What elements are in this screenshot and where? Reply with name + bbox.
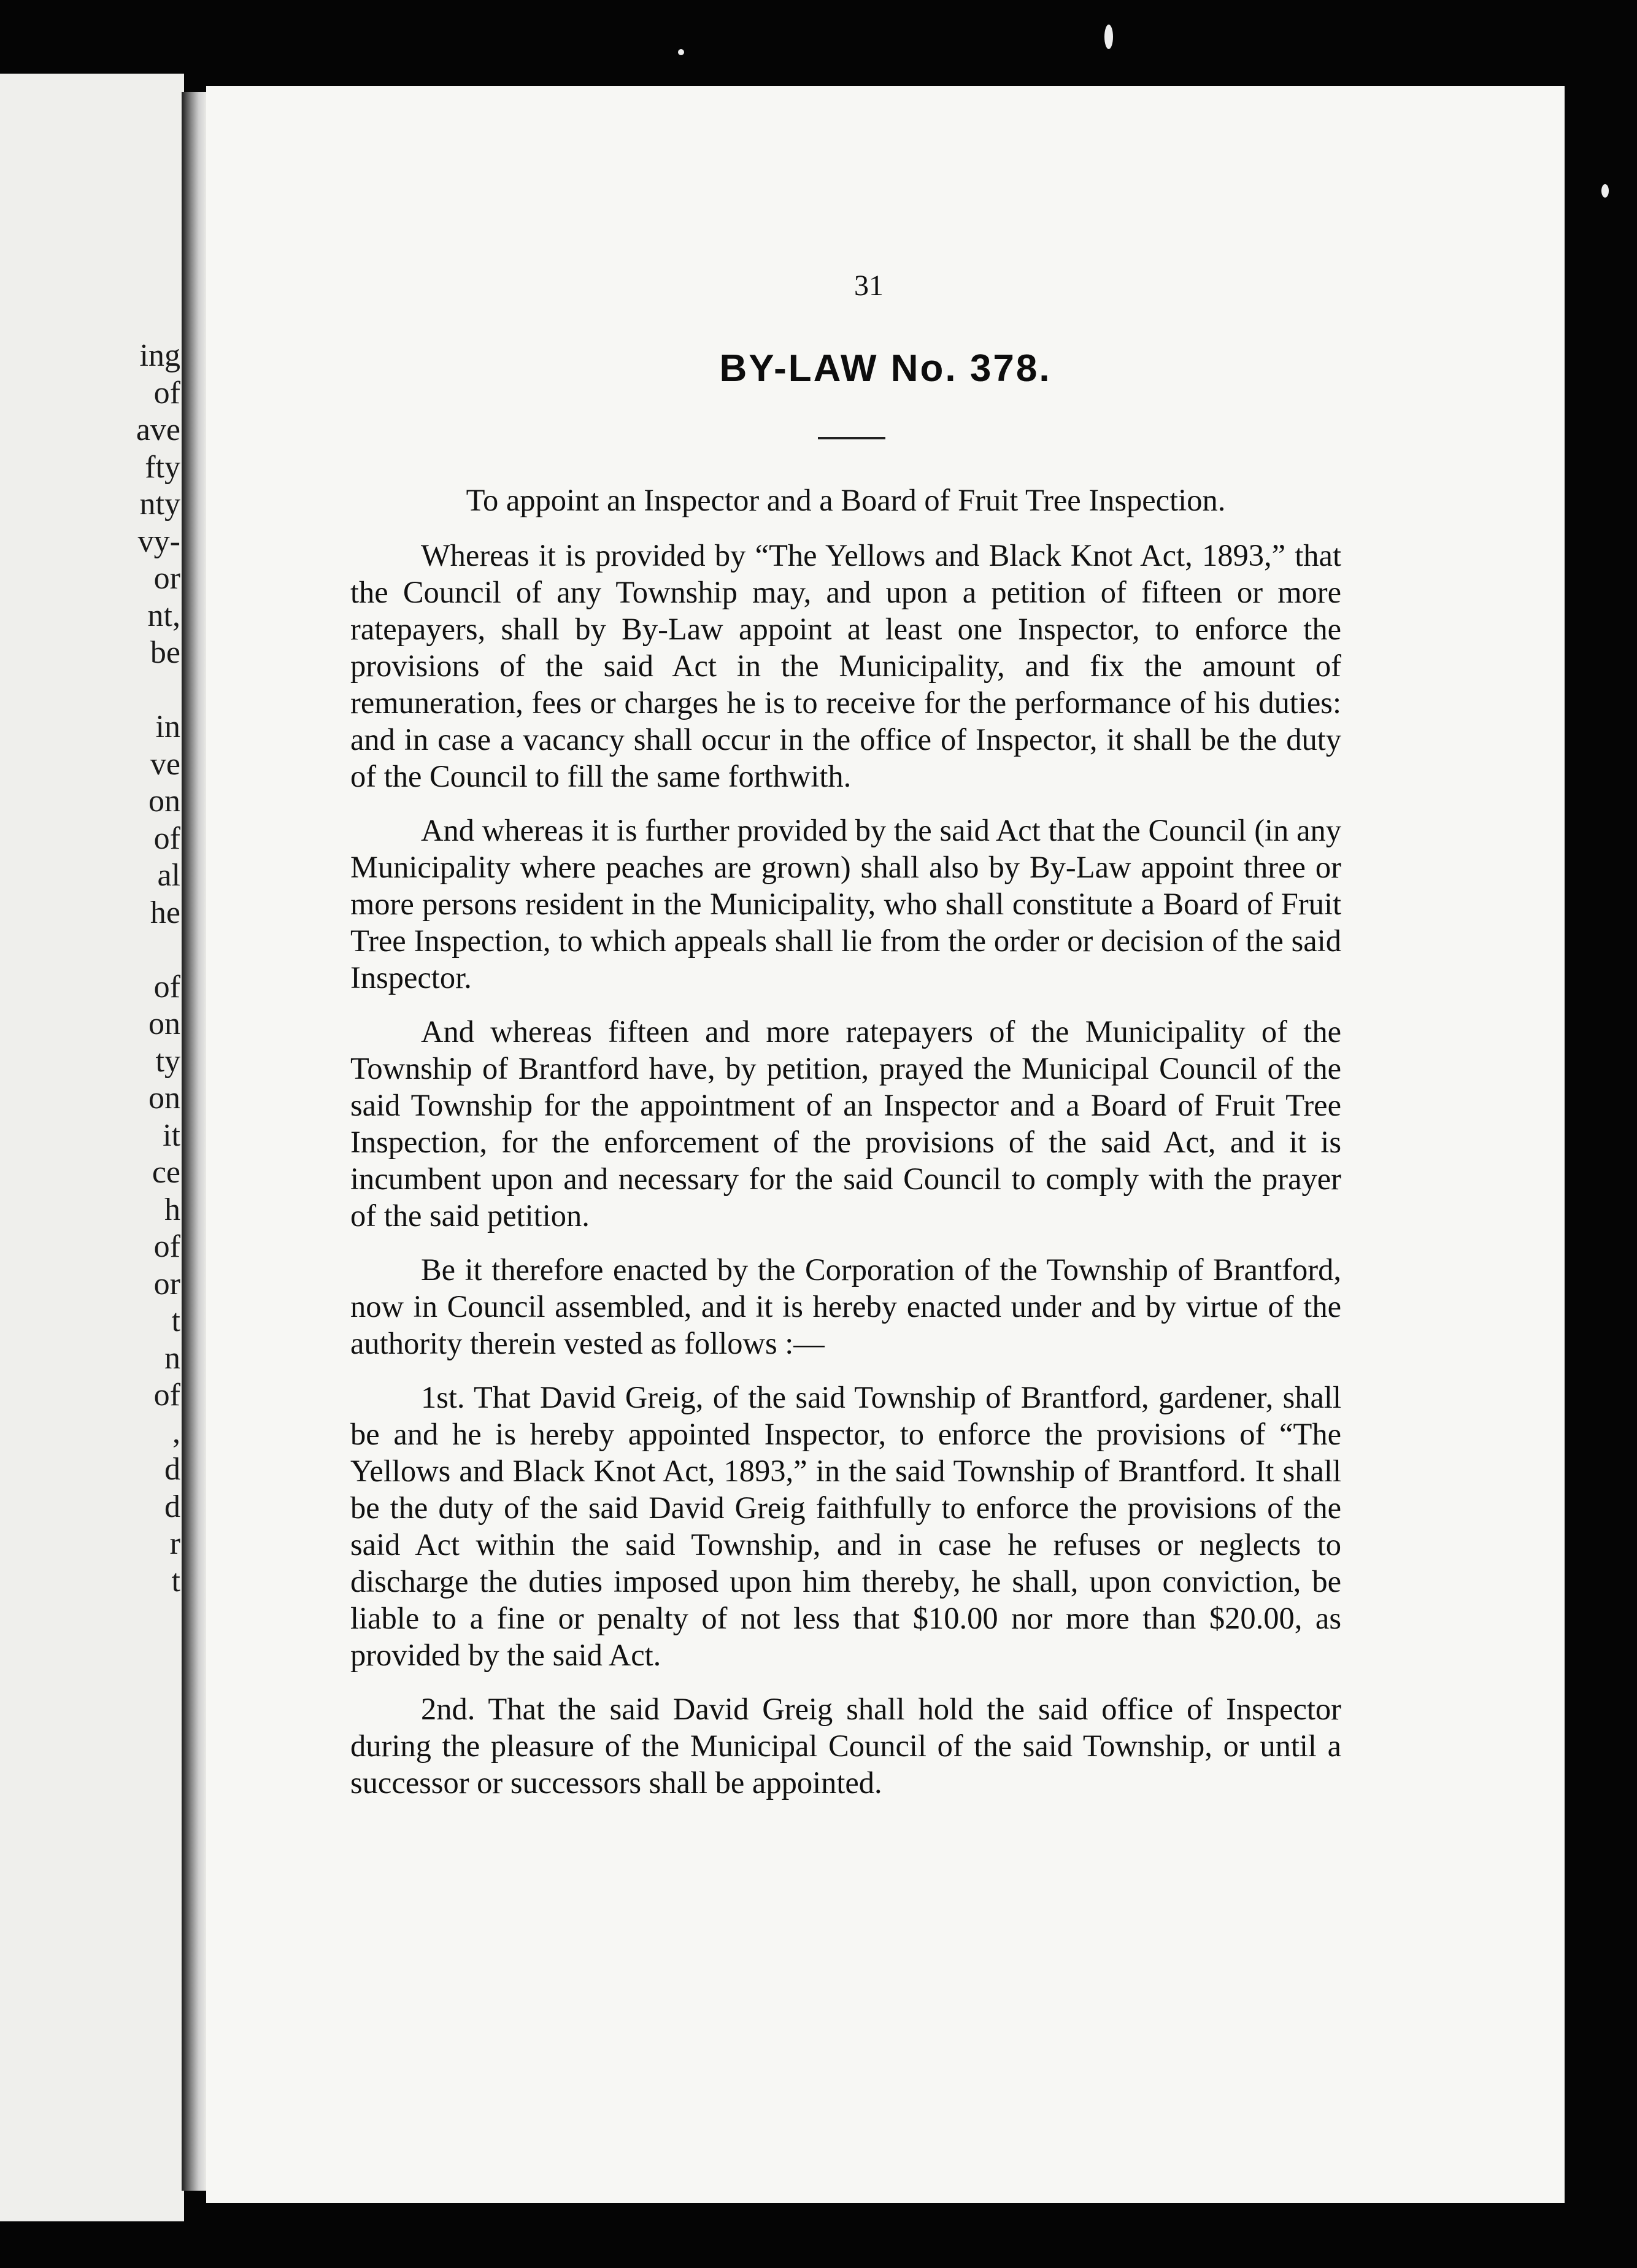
scan-speck xyxy=(1104,25,1113,49)
page-number: 31 xyxy=(854,269,884,302)
body-text xyxy=(350,482,1341,1818)
paragraph-whereas-3: And whereas fifteen and more ratepayers of the Municipality of the Township of Brantford have, by petition, prayed the Municipal Council of the said Township for the appointment of an Inspector and a Board of Fruit Tree Inspection, for the enforcement of the provisions of the said Act, and it is incumbent upon and necessary for the said Council to comply with the prayer of the said petition. xyxy=(350,1014,1341,1233)
title-divider xyxy=(818,437,885,439)
book-gutter xyxy=(182,92,206,2191)
paragraph-whereas-1: Whereas it is provided by “The Yellows and Black Knot Act, 1893,” that the Council of any Township may, and upon a petition of fifteen or more ratepayers, shall by By-Law appoint at least one Inspector, to enforce the provisions of the said Act in the Municipality, and fix the amount of remuneration, fees or charges he is to receive for the performance of his duties: and in case a vacancy shall occur in the office of Inspector, it shall be the duty of the Council to fill the same forthwith. xyxy=(350,538,1341,793)
scan-speck xyxy=(678,49,684,55)
scan-speck xyxy=(1601,184,1609,198)
paragraph-whereas-2: And whereas it is further provided by the said Act that the Council (in any Municipality where peaches are grown) shall also by By-Law appoint three or more persons resident in the Municipality, who shall constitute a Board of Fruit Tree Inspection, to which appeals shall lie from the order or decision of the said Inspector. xyxy=(350,813,1341,995)
section-second: 2nd. That the said David Greig shall hold the said office of Inspector during the pleasure of the Municipal Council of the said Township, or until a successor or successors shall be appointed. xyxy=(350,1692,1341,1800)
document-page xyxy=(206,86,1565,2203)
facing-page-text: ing of ave fty nty vy- or nt, be in ve on of al he of on ty on it ce h of or t n of , d d r t xyxy=(136,338,180,1599)
paragraph-enactment: Be it therefore enacted by the Corporation of the Township of Brantford, now in Council assembled, and it is hereby enacted under and by virtue of the authority therein vested as follows :— xyxy=(350,1252,1341,1360)
page-title: BY-LAW No. 378. xyxy=(719,347,1052,390)
facing-page xyxy=(0,74,184,2221)
bylaw-purpose: To appoint an Inspector and a Board of Fruit Tree Inspection. xyxy=(466,483,1226,517)
section-first: 1st. That David Greig, of the said Township of Brantford, gardener, shall be and he is hereby appointed Inspector, to enforce the provisions of “The Yellows and Black Knot Act, 1893,” in the said Township of Brantford. It shall be the duty of the said David Greig faithfully to enforce the provisions of the said Act within the said Township, and in case he refuses or neglects to discharge the duties imposed upon him thereby, he shall, upon conviction, be liable to a fine or penalty of not less that $10.00 nor more than $20.00, as provided by the said Act. xyxy=(350,1380,1341,1672)
